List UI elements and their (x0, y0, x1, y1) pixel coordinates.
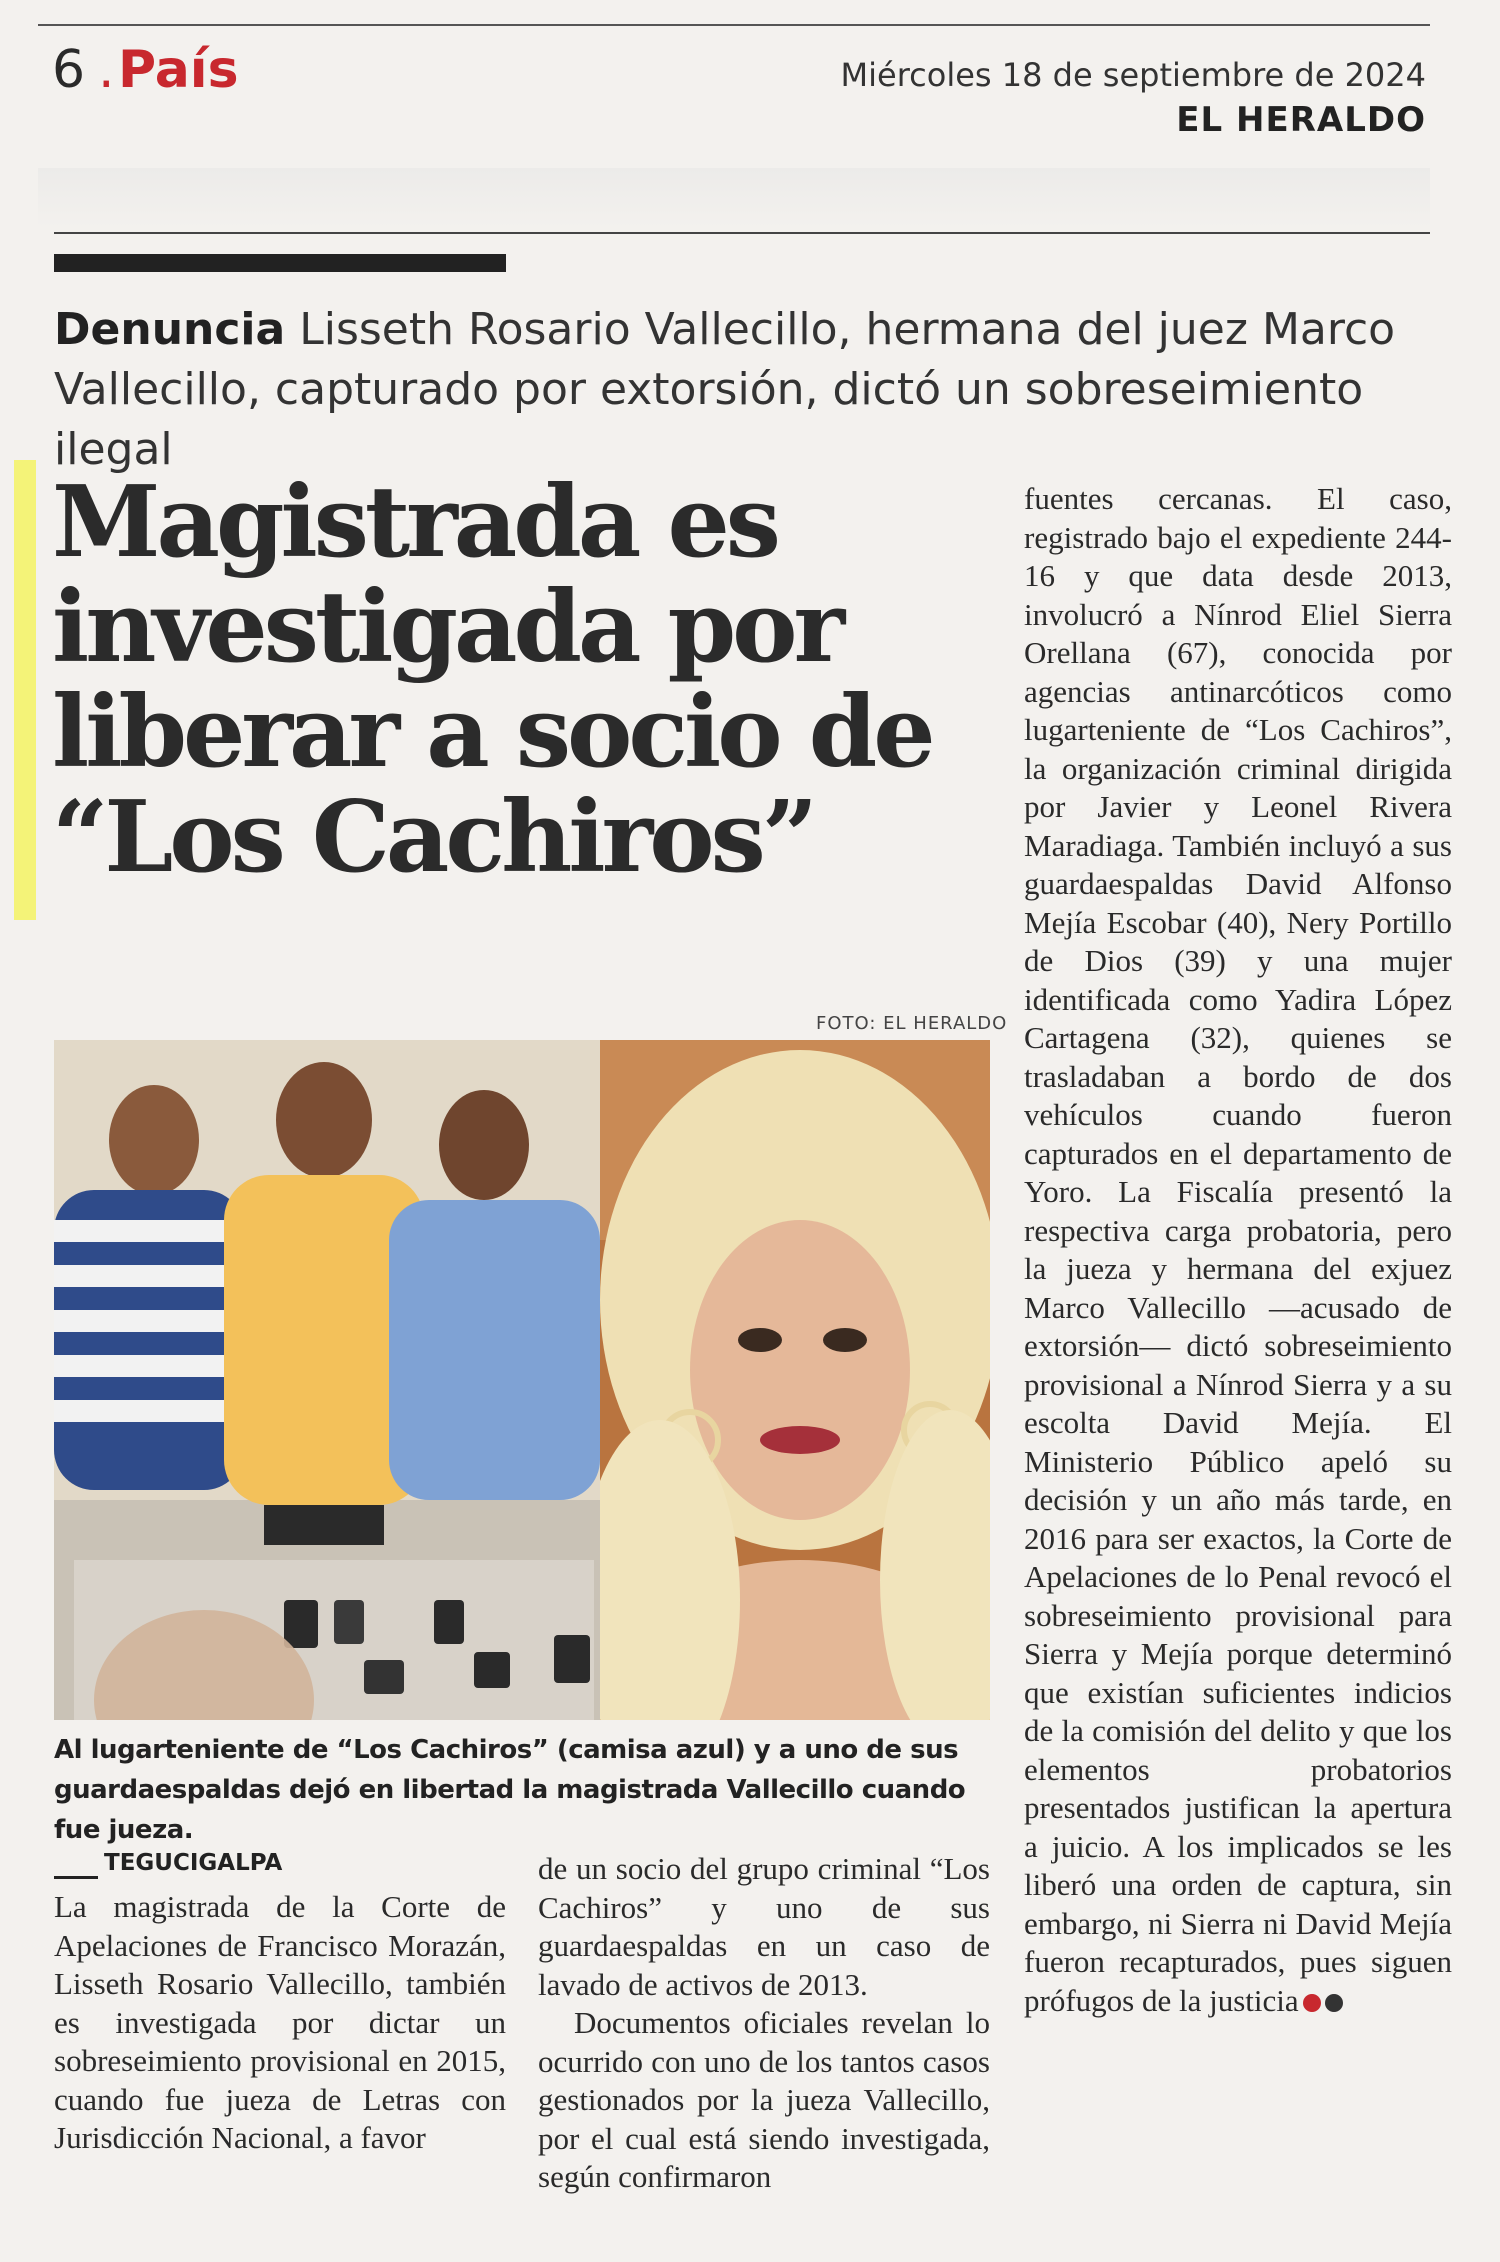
section-name: País (118, 40, 239, 100)
top-rule (38, 24, 1430, 26)
end-mark-dot-red (1303, 1994, 1321, 2012)
headline-line-3: liberar a socio de (52, 675, 932, 790)
headline-line-4: “Los Cachiros” (52, 780, 815, 895)
col1-paragraph: La magistrada de la Corte de Apelaciones de Francisco Morazán, Lisseth Rosario Vallecillo, también es investigada por dictar un sobreseimiento provisional en 2015, cuando fue jueza de Letras con Jurisdicción Nacional, a favor (54, 1889, 506, 2155)
issue-date: Miércoles 18 de septiembre de 2024 (840, 56, 1426, 94)
col3-text: fuentes cercanas. El caso, registrado bajo el expediente 244-16 y que data desde 2013, involucró a Nínrod Eliel Sierra Orellana (67), conocida por agencias antinarcóticos como lugarteniente de “Los Cachiros”, la organización criminal dirigida por Javier y Leonel Rivera Maradiaga. También incluyó a sus guardaespaldas David Alfonso Mejía Escobar (40), Nery Portillo de Dios (39) y una mujer identificada como Yadira López Cartagena (32), quienes se trasladaban a bordo de dos vehículos cuando fueron capturados en el departamento de Yoro. La Fiscalía presentó la respectiva carga probatoria, pero la jueza y hermana del exjuez Marco Vallecillo —acusado de extorsión— dictó sobreseimiento provisional a Nínrod Sierra y a su escolta David Mejía. El Ministerio Público apeló su decisión y un año más tarde, en 2016 para ser exactos, la Corte de Apelaciones de lo Penal revocó el sobreseimiento provisional para Sierra y Mejía porque determinó que existían suficientes indicios de la comisión del delito y que los elementos probatorios presentados justifican la apertura a juicio. A los implicados se les liberó una orden de captura, sin embargo, ni Sierra ni David Mejía fueron recapturados, pues siguen prófugos de la justicia (1024, 481, 1452, 2018)
headline (52, 465, 1002, 895)
photo-detainees (54, 1040, 600, 1720)
section-dot: . (98, 40, 115, 100)
dateline-dash (54, 1876, 98, 1879)
kicker (54, 300, 1454, 480)
newspaper-name: EL HERALDO (1176, 100, 1426, 140)
col2-paragraph-1: de un socio del grupo criminal “Los Cachiros” y uno de sus guardaespaldas en un caso de lavado de activos de 2013. (538, 1851, 990, 2002)
headline-line-2: investigada por (52, 570, 842, 685)
header-band (38, 168, 1430, 228)
kicker-label: Denuncia (54, 304, 286, 355)
highlighter-mark (14, 460, 36, 920)
headline-line-1: Magistrada es (52, 465, 777, 580)
photo-magistrate-illustration (600, 1040, 990, 1720)
dateline-text: TEGUCIGALPA (104, 1850, 283, 1876)
photo-caption: Al lugarteniente de “Los Cachiros” (camisa azul) y a uno de sus guardaespaldas dejó en libertad la magistrada Vallecillo cuando fue jueza. (54, 1735, 966, 1845)
col2-paragraph-2: Documentos oficiales revelan lo ocurrido con uno de los tantos casos gestionados por la jueza Vallecillo, por el cual está siendo investigada, según confirmaron (538, 2005, 990, 2194)
kicker-text: Lisseth Rosario Vallecillo, hermana del juez Marco Vallecillo, capturado por extorsión, dictó un sobreseimiento ilegal (54, 304, 1396, 475)
page-number: 6 (52, 40, 86, 100)
article-column-3 (1024, 480, 1452, 2020)
article-column-1 (54, 1888, 506, 2158)
photo-detainees-illustration (54, 1040, 600, 1720)
end-mark-dot-dark (1325, 1994, 1343, 2012)
section-bar (54, 254, 506, 272)
photo-magistrate (600, 1040, 990, 1720)
col3-paragraph (1024, 480, 1452, 2020)
header-rule (54, 232, 1430, 234)
dateline (104, 1850, 282, 1876)
article-column-2 (538, 1850, 990, 2197)
photo-credit: FOTO: EL HERALDO (816, 1013, 1008, 1034)
